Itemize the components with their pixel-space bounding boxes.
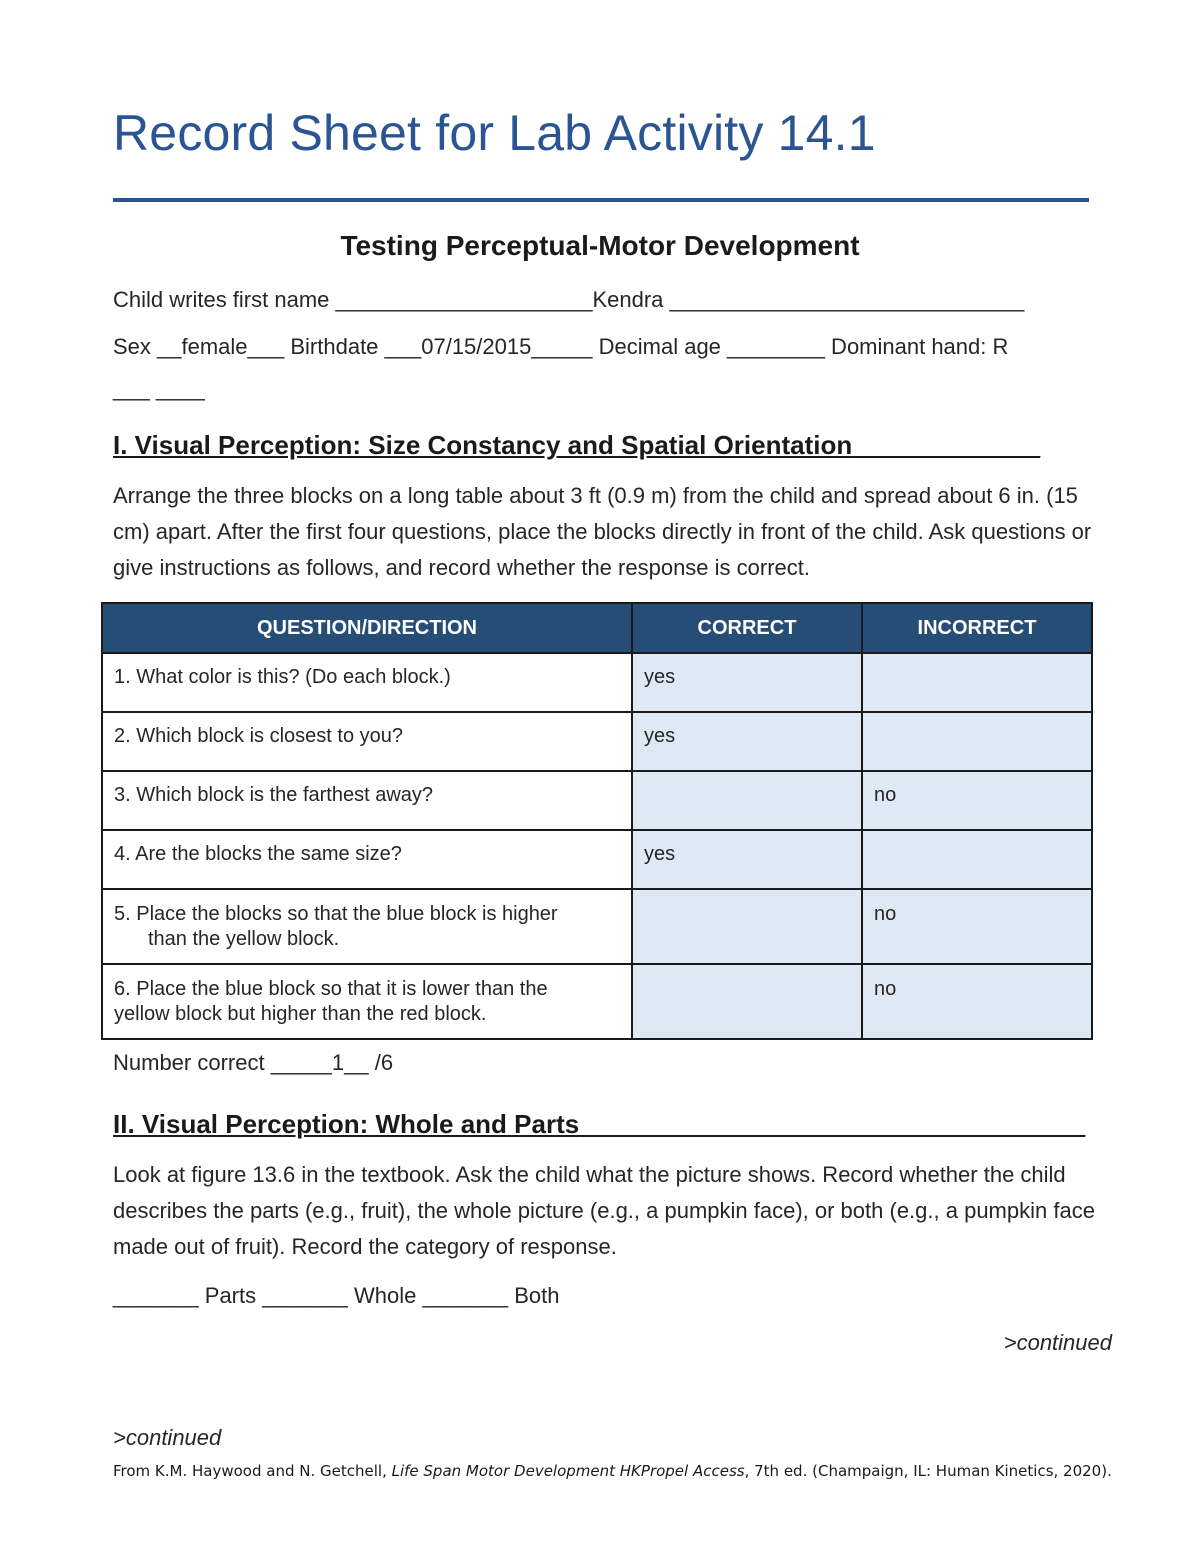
parts-label: Parts — [198, 1283, 263, 1308]
title-divider — [113, 198, 1089, 202]
page-title: Record Sheet for Lab Activity 14.1 — [113, 105, 876, 161]
response-category-line — [113, 1283, 560, 1309]
table-row — [102, 889, 1092, 964]
incorrect-cell[interactable] — [862, 830, 1092, 889]
table-row — [102, 964, 1092, 1039]
birthdate-label: Birthdate — [284, 334, 385, 359]
section-2-instructions: Look at figure 13.6 in the textbook. Ask the child what the picture shows. Record whether the child describes the parts (e.g., fruit), the whole picture (e.g., a pumpkin face), or both (e.g., a pumpkin face made out of fruit). Record the category of response. — [113, 1162, 1095, 1259]
incorrect-cell[interactable]: no — [862, 889, 1092, 964]
question-cell: 1. What color is this? (Do each block.) — [102, 653, 632, 712]
number-correct-label: Number correct — [113, 1050, 271, 1075]
question-cell: 2. Which block is closest to you? — [102, 712, 632, 771]
number-correct-value: _____1__ — [270, 1050, 369, 1075]
child-details-line — [113, 334, 1008, 360]
question-cell: 3. Which block is the farthest away? — [102, 771, 632, 830]
section-2-heading — [113, 1109, 1085, 1140]
question-line-1: 6. Place the blue block so that it is lower than the — [114, 978, 548, 1000]
both-blank: _______ — [422, 1283, 509, 1308]
child-name-value: Kendra — [592, 287, 664, 312]
dominant-hand-label: Dominant hand: R — [824, 334, 1009, 359]
child-name-blank-1: _____________________ — [335, 287, 593, 312]
correct-cell[interactable]: yes — [632, 712, 862, 771]
both-label: Both — [508, 1283, 560, 1308]
sex-label: Sex — [113, 334, 158, 359]
number-correct-line — [113, 1050, 393, 1076]
child-name-line — [113, 287, 1024, 313]
table-row — [102, 771, 1092, 830]
section-2-heading-trail: ___________________________________ — [579, 1109, 1086, 1139]
parts-blank: _______ — [113, 1283, 199, 1308]
question-line-1: 5. Place the blocks so that the blue block is higher — [114, 903, 558, 925]
question-cell — [102, 964, 632, 1039]
whole-blank: _______ — [262, 1283, 348, 1308]
correct-cell[interactable]: yes — [632, 653, 862, 712]
section-1-heading-trail: _____________ — [852, 430, 1041, 460]
decimal-age-label: Decimal age — [592, 334, 728, 359]
child-name-blank-2: _____________________________ — [663, 287, 1025, 312]
page-subtitle: Testing Perceptual-Motor Development — [340, 230, 860, 261]
question-cell — [102, 889, 632, 964]
column-header-correct: CORRECT — [632, 603, 862, 653]
source-book-title: Life Span Motor Development HKPropel Access — [391, 1462, 745, 1480]
correct-cell[interactable] — [632, 889, 862, 964]
section-1-instructions: Arrange the three blocks on a long table about 3 ft (0.9 m) from the child and spread about 6 in. (15 cm) apart. After the first four questions, place the blocks directly in front of the child. Ask questions or give instructions as follows, and record whether the response is correct. — [113, 483, 1092, 580]
column-header-question: QUESTION/DIRECTION — [102, 603, 632, 653]
correct-cell[interactable] — [632, 964, 862, 1039]
whole-label: Whole — [347, 1283, 423, 1308]
dominant-hand-blanks: ___ ____ — [113, 376, 205, 401]
child-name-label: Child writes first name — [113, 287, 336, 312]
question-line-2: than the yellow block. — [148, 928, 340, 950]
table-row — [102, 712, 1092, 771]
incorrect-cell[interactable] — [862, 653, 1092, 712]
section-1-heading-text: I. Visual Perception: Size Constancy and Spatial Orientation — [113, 430, 853, 460]
number-correct-total: /6 — [368, 1050, 394, 1075]
decimal-age-blank: ________ — [727, 334, 825, 359]
continued-note-left: >continued — [113, 1425, 222, 1450]
question-table — [101, 602, 1093, 1040]
question-cell: 4. Are the blocks the same size? — [102, 830, 632, 889]
column-header-incorrect: INCORRECT — [862, 603, 1092, 653]
sex-value: __female___ — [157, 334, 285, 359]
correct-cell[interactable] — [632, 771, 862, 830]
source-citation — [113, 1462, 1112, 1480]
incorrect-cell[interactable] — [862, 712, 1092, 771]
incorrect-cell[interactable]: no — [862, 771, 1092, 830]
source-prefix: From K.M. Haywood and N. Getchell, — [113, 1462, 392, 1480]
table-row — [102, 830, 1092, 889]
section-2-heading-text: II. Visual Perception: Whole and Parts — [113, 1109, 580, 1139]
table-row — [102, 653, 1092, 712]
birthdate-value: ___07/15/2015_____ — [384, 334, 593, 359]
incorrect-cell[interactable]: no — [862, 964, 1092, 1039]
table-header-row — [102, 603, 1092, 653]
section-1-heading — [113, 430, 1040, 461]
source-suffix: , 7th ed. (Champaign, IL: Human Kinetics, 2020). — [744, 1462, 1112, 1480]
question-line-2: yellow block but higher than the red block. — [114, 1003, 487, 1025]
correct-cell[interactable]: yes — [632, 830, 862, 889]
continued-note-right: >continued — [1003, 1330, 1112, 1355]
